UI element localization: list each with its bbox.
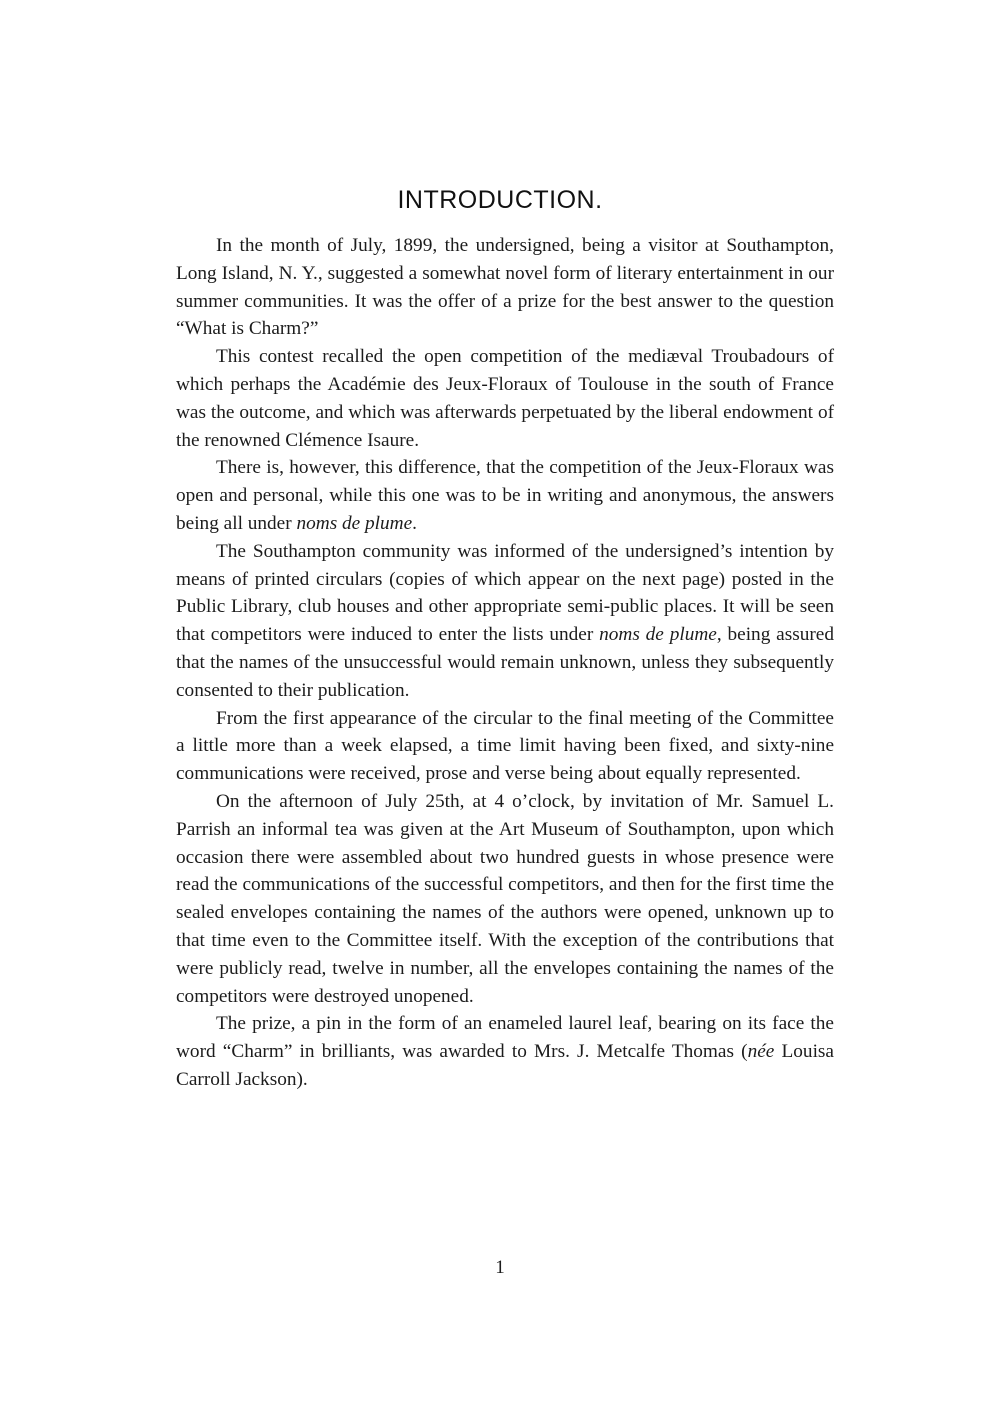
- text-segment: , being assured that the names of the unsuccessful would remain unknown, unless they subsequently consented to their publication.: [176, 624, 834, 701]
- italic-text: noms de plume: [599, 624, 717, 646]
- text-segment: From the first appearance of the circular to the final meeting of the Committee a little more than a week elapsed, a time limit having been fixed, and sixty-nine communications were received, prose and verse being about equally represented.: [176, 707, 834, 785]
- paragraph: [176, 454, 834, 537]
- text-segment: .: [412, 512, 417, 534]
- paragraph: [176, 538, 834, 705]
- text-segment: This contest recalled the open competition of the mediæval Troubadours of which perhaps the Académie des Jeux-Floraux of Toulouse in the south of France was the outcome, and which was afterwards perpetuated by the liberal endowment of the renowned Clémence Isaure.: [176, 346, 834, 451]
- page-title: INTRODUCTION.: [397, 186, 603, 214]
- paragraph: [176, 1010, 834, 1093]
- paragraph: [176, 788, 834, 1010]
- text-segment: The Southampton community was informed of the undersigned’s intention by means of printed circulars (copies of which appear on the next page) posted in the Public Library, club houses and other appropriate semi-public places. It will be seen that competitors were induced to enter the lists under: [176, 540, 834, 646]
- text-segment: On the afternoon of July 25th, at 4 o’clock, by invitation of Mr. Samuel L. Parrish an informal tea was given at the Art Museum of Southampton, upon which occasion there were assembled about two hundred guests in whose presence were read the communications of the successful competitors, and then for the first time the sealed envelopes containing the names of the authors were opened, unknown up to that time even to the Committee itself. With the exception of the contributions that were publicly read, twelve in number, all the envelopes containing the names of the competitors were destroyed unopened.: [176, 790, 834, 1007]
- text-segment: Louisa Carroll Jackson).: [176, 1041, 834, 1090]
- paragraph: [176, 343, 834, 454]
- text-segment: There is, however, this difference, that the competition of the Jeux-Floraux was open and personal, while this one was to be in writing and anonymous, the answers being all under: [176, 457, 834, 534]
- italic-text: noms de plume: [296, 512, 413, 534]
- paragraph: [176, 232, 834, 343]
- text-segment: The prize, a pin in the form of an enameled laurel leaf, bearing on its face the word “Charm” in brilliants, was awarded to Mrs. J. Metcalfe Thomas (: [176, 1013, 834, 1063]
- text-segment: In the month of July, 1899, the undersigned, being a visitor at Southampton, Long Island, N. Y., suggested a somewhat novel form of literary entertainment in our summer communities. It was the offer of a prize for the best answer to the question “What is Charm?”: [176, 235, 834, 340]
- italic-text: née: [747, 1041, 775, 1063]
- paragraph: [176, 705, 834, 788]
- page-number: 1: [495, 1257, 505, 1278]
- body-text: [176, 232, 834, 1094]
